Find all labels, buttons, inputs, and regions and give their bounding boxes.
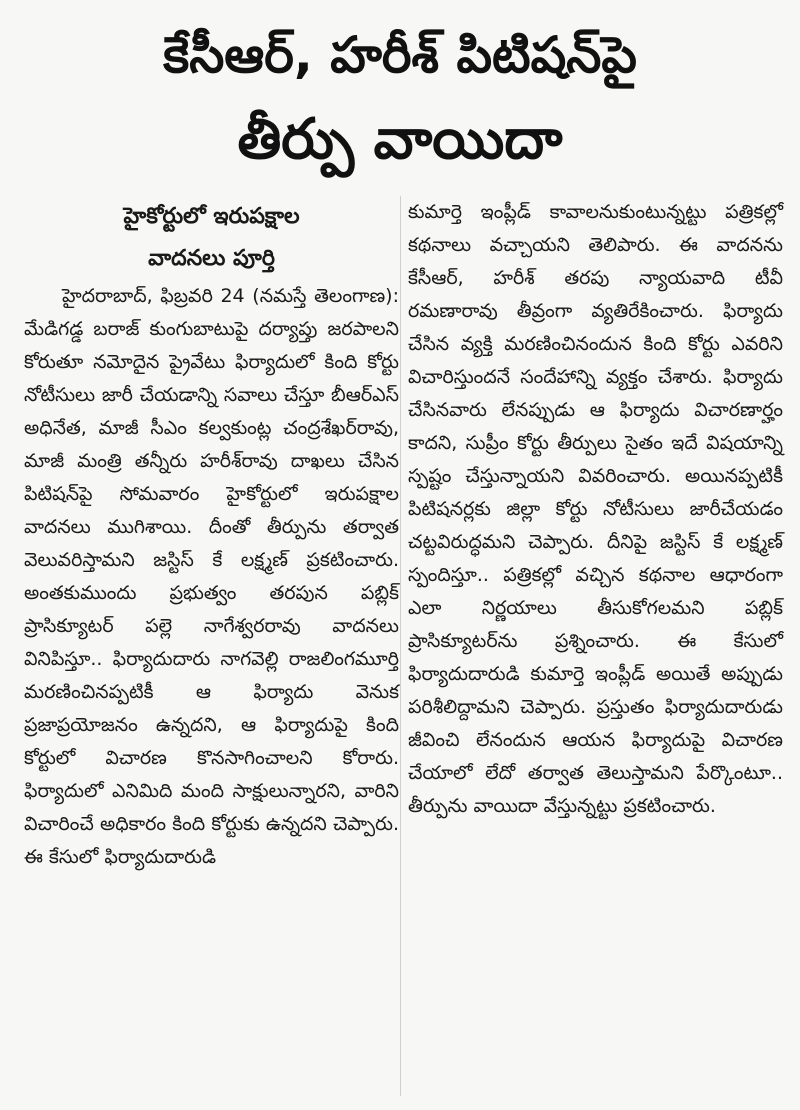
article-body-right: కుమార్తె ఇంప్లీడ్ కావాలనుకుంటున్నట్టు పత్రికల్లో కథనాలు వచ్చాయని తెలిపారు. ఈ వాదనను కేసీఆర్, హరీశ్ తరపు న్యాయవాది టీవీ రమణారావు తీవ్రంగా వ్యతిరేకించారు. ఫిర్యాదు చేసిన వ్యక్తి మరణించినందున కింది కోర్టు ఎవరిని విచారిస్తుందనే సందేహాన్ని వ్యక్తం చేశారు. ఫిర్యాదు చేసినవారు లేనప్పుడు ఆ ఫిర్యాదు విచారణార్హం కాదని, సుప్రీం కోర్టు తీర్పులు సైతం ఇదే విషయాన్ని స్పష్టం చేస్తున్నాయని వివరించారు. అయినప్పటికీ పిటిషనర్లకు జిల్లా కోర్టు నోటీసులు జారీచేయడం చట్టవిరుద్ధమని చెప్పారు. దీనిపై జస్టిస్ కే లక్ష్మణ్ స్పందిస్తూ.. పత్రికల్లో వచ్చిన కథనాల ఆధారంగా ఎలా నిర్ణయాలు తీసుకోగలమని పబ్లిక్ ప్రాసిక్యూటర్‌ను ప్రశ్నించారు. ఈ కేసులో ఫిర్యాదుదారుడి కుమార్తె ఇంప్లీడ్ అయితే అప్పుడు పరిశీలిద్దామని చెప్పారు. ప్రస్తుతం ఫిర్యాదుదారుడు జీవించి లేనందున ఆయన ఫిర్యాదుపై విచారణ చేయాలో లేదో తర్వాత తెలుస్తామని పేర్కొంటూ.. తీర్పును వాయిదా వేస్తున్నట్టు ప్రకటించారు. — [408, 201, 783, 817]
headline-line-2: తీర్పు వాయిదా — [237, 107, 563, 172]
subheading — [24, 196, 399, 280]
article-body-left: హైదరాబాద్, ఫిబ్రవరి 24 (నమస్తే తెలంగాణ): మేడిగడ్డ బరాజ్ కుంగుబాటుపై దర్యాప్తు జరపాలని కోరుతూ నమోదైన ప్రైవేటు ఫిర్యాదులో కింది కోర్టు నోటీసులు జారీ చేయడాన్ని సవాలు చేస్తూ బీఆర్ఎస్ అధినేత, మాజీ సీఎం కల్వకుంట్ల చంద్రశేఖర్‌రావు, మాజీ మంత్రి తన్నీరు హరీశ్‌రావు దాఖలు చేసిన పిటిషన్‌పై సోమవారం హైకోర్టులో ఇరుపక్షాల వాదనలు ముగిశాయి. దీంతో తీర్పును తర్వాత వెలువరిస్తామని జస్టిస్ కే లక్ష్మణ్ ప్రకటించారు. అంతకుముందు ప్రభుత్వం తరపున పబ్లిక్ ప్రాసిక్యూటర్ పల్లె నాగేశ్వరరావు వాదనలు వినిపిస్తూ.. ఫిర్యాదుదారు నాగవెల్లి రాజలింగమూర్తి మరణించినప్పటికీ ఆ ఫిర్యాదు వెనుక ప్రజాప్రయోజనం ఉన్నదని, ఆ ఫిర్యాదుపై కింది కోర్టులో విచారణ కొనసాగించాలని కోరారు. ఫిర్యాదులో ఎనిమిది మంది సాక్షులున్నారని, వారిని విచారించే అధికారం కింది కోర్టుకు ఉన్నదని చెప్పారు. ఈ కేసులో ఫిర్యాదుదారుడి — [24, 285, 399, 868]
article-column-right — [408, 196, 783, 823]
column-divider — [400, 196, 401, 1096]
article-column-left — [24, 196, 399, 874]
subheading-line-2: వాదనలు పూర్తి — [148, 246, 275, 271]
subheading-line-1: హైకోర్టులో ఇరుపక్షాల — [123, 204, 300, 229]
headline-line-1: కేసీఆర్, హరీశ్ పిటిషన్‌పై — [163, 26, 637, 84]
